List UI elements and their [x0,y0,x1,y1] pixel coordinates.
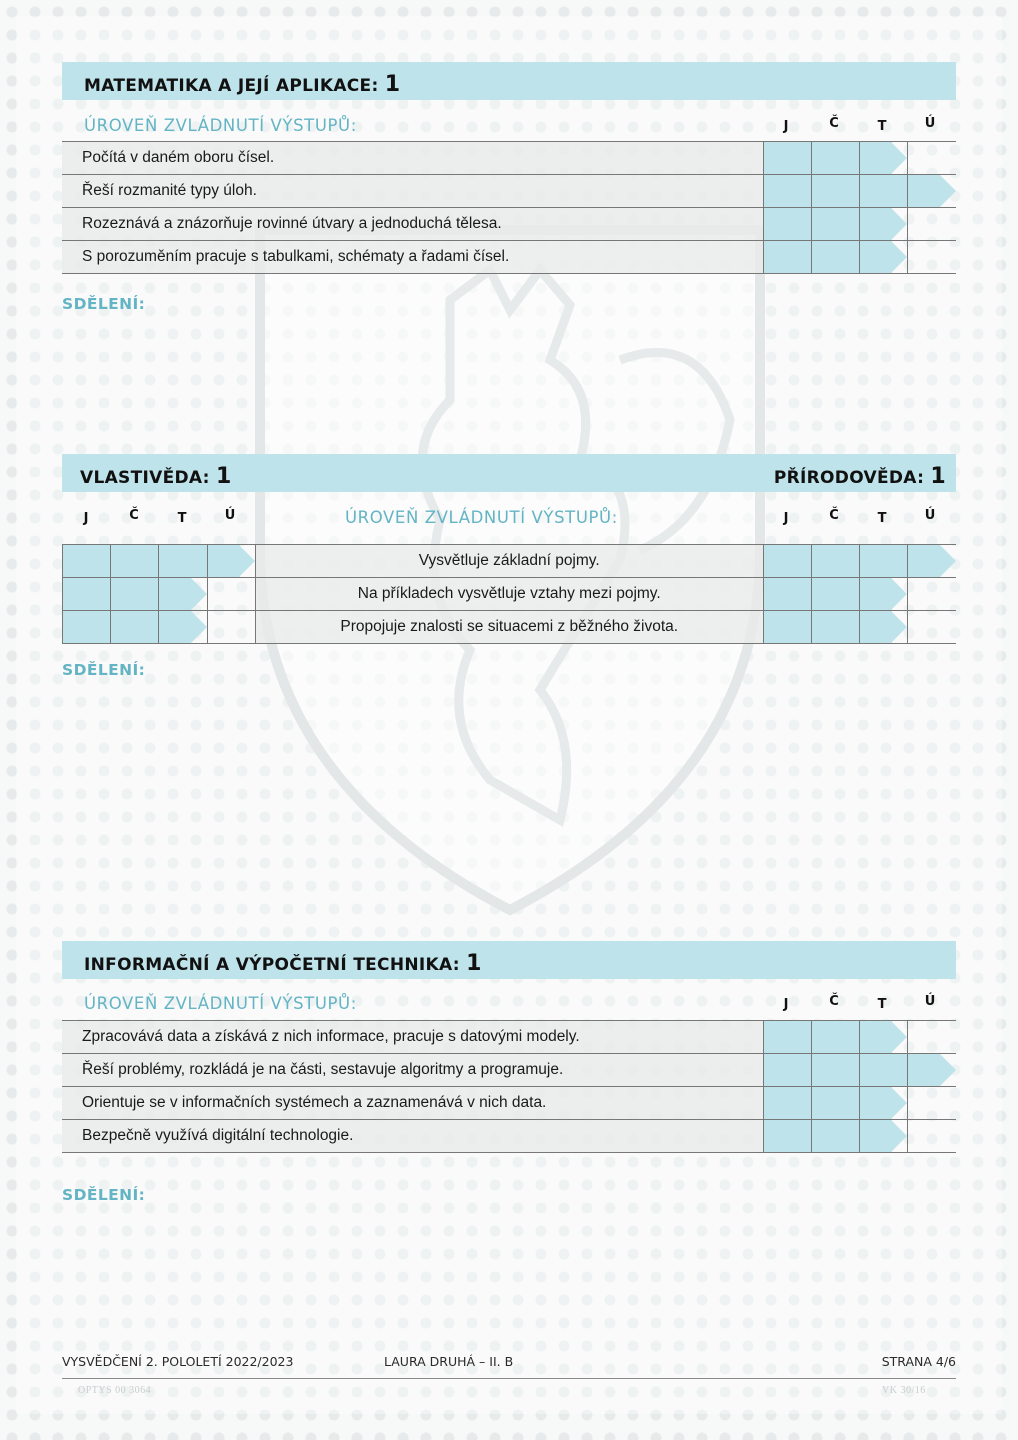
vlastiveda-row-0-level-fill [208,545,240,577]
table-row [62,1054,956,1087]
prirodoveda-row-1-cell-j [763,578,811,611]
it-row-3-cell-j [763,1120,811,1153]
table-row [63,578,957,611]
vlastiveda-title [80,464,232,489]
it-row-1-level-fill [908,1054,940,1086]
math-row-3-cell-j [763,241,811,274]
it-row-1-level-arrow [940,1054,956,1086]
outcome-text: Vysvětluje základní pojmy. [255,545,763,578]
prirodoveda-row-2-cell-c [811,611,859,644]
science-table [62,544,956,644]
it-note-label: SDĚLENÍ: [62,1186,146,1204]
table-row [62,241,956,274]
math-row-1-level-arrow [940,175,956,207]
prirodoveda-row-2-level-arrow [891,611,907,643]
table-row [62,208,956,241]
table-row [63,545,957,578]
vlastiveda-row-2-cell-t [159,611,207,644]
vlastiveda-row-0-level-arrow [239,545,255,577]
vlastiveda-row-1-level-arrow [191,578,207,610]
prirodoveda-title [774,464,946,489]
it-row-2-level-arrow [891,1087,907,1119]
outcome-text: Zpracovává data a získává z nich informace, pracuje s datovými modely. [62,1021,763,1054]
left-col-c: Č [129,508,139,523]
math-row-0-cell-j [763,142,811,175]
math-row-1-cell-u [908,175,956,208]
prirodoveda-row-1-level-arrow [891,578,907,610]
prirodoveda-row-1-cell-c [811,578,859,611]
vlastiveda-row-0-cell-c [111,545,159,578]
outcome-text: Rozeznává a znázorňuje rovinné útvary a jednoduchá tělesa. [62,208,763,241]
science-subtitle: ÚROVEŇ ZVLÁDNUTÍ VÝSTUPŮ: [345,508,618,527]
math-row-2-cell-t [860,208,908,241]
math-row-3-cell-u [908,241,956,274]
math-row-2-level-fill [860,208,892,240]
it-row-3-cell-t [860,1120,908,1153]
it-col-j: J [783,997,789,1012]
math-col-j: J [783,119,789,134]
prirodoveda-row-0-level-arrow [940,545,956,577]
outcome-text: Na příkladech vysvětluje vztahy mezi pojmy. [255,578,763,611]
vlastiveda-row-0-cell-j [63,545,111,578]
prirodoveda-row-2-cell-j [763,611,811,644]
it-row-1-cell-t [860,1054,908,1087]
prirodoveda-row-2-cell-t [860,611,908,644]
table-row [62,1021,956,1054]
it-subtitle: ÚROVEŇ ZVLÁDNUTÍ VÝSTUPŮ: [84,994,357,1013]
prirodoveda-row-1-level-fill [860,578,892,610]
serial-left: OPTYS 00 3064 [78,1385,152,1396]
vlastiveda-row-1-cell-t [159,578,207,611]
it-title-band [62,941,956,979]
outcome-text: S porozuměním pracuje s tabulkami, schématy a řadami čísel. [62,241,763,274]
footer-certificate: VYSVĚDČENÍ 2. POLOLETÍ 2022/2023 [62,1354,294,1369]
math-row-0-level-arrow [891,142,907,174]
table-row [62,142,956,175]
it-col-c: Č [829,994,839,1009]
table-row [62,1087,956,1120]
outcome-text: Propojuje znalosti se situacemi z běžného života. [255,611,763,644]
it-row-2-level-fill [860,1087,892,1119]
it-col-t: T [877,997,887,1012]
math-row-2-cell-u [908,208,956,241]
prirodoveda-grade: 1 [930,464,946,489]
prirodoveda-row-0-cell-c [811,545,859,578]
science-title-band [62,454,956,492]
science-note-label: SDĚLENÍ: [62,661,146,679]
table-row [62,1120,956,1153]
it-row-2-cell-c [811,1087,859,1120]
vlastiveda-title-text: VLASTIVĚDA: [80,468,210,488]
it-row-2-cell-j [763,1087,811,1120]
right-col-u: Ú [924,508,936,523]
it-row-1-cell-u [908,1054,956,1087]
math-row-3-level-fill [860,241,892,273]
math-col-u: Ú [924,116,936,131]
math-row-2-cell-c [811,208,859,241]
prirodoveda-row-0-level-fill [908,545,940,577]
outcome-text: Řeší problémy, rozkládá je na části, sestavuje algoritmy a programuje. [62,1054,763,1087]
math-col-c: Č [829,116,839,131]
vlastiveda-row-0-cell-t [159,545,207,578]
math-table [62,141,956,274]
prirodoveda-title-text: PŘÍRODOVĚDA: [773,468,925,488]
math-row-0-cell-c [811,142,859,175]
math-row-1-level-fill [908,175,940,207]
math-row-0-level-fill [860,142,892,174]
outcome-text: Orientuje se v informačních systémech a zaznamenává v nich data. [62,1087,763,1120]
it-row-0-cell-c [811,1021,859,1054]
prirodoveda-row-2-level-fill [860,611,892,643]
vlastiveda-grade: 1 [215,464,232,489]
table-row [62,175,956,208]
it-row-0-cell-j [763,1021,811,1054]
table-row [63,611,957,644]
math-row-1-cell-j [763,175,811,208]
it-title-text: INFORMAČNÍ A VÝPOČETNÍ TECHNIKA: [84,955,460,975]
math-title-text: MATEMATIKA A JEJÍ APLIKACE: [84,76,379,96]
math-row-2-cell-j [763,208,811,241]
prirodoveda-row-0-cell-j [763,545,811,578]
left-col-j: J [83,511,89,526]
footer-student: LAURA DRUHÁ – II. B [384,1354,514,1369]
it-row-0-level-arrow [891,1021,907,1053]
math-row-3-level-arrow [891,241,907,273]
vlastiveda-row-1-cell-j [63,578,111,611]
vlastiveda-row-2-cell-c [111,611,159,644]
it-row-3-cell-c [811,1120,859,1153]
math-grade: 1 [384,72,401,97]
vlastiveda-row-2-cell-j [63,611,111,644]
it-row-3-level-fill [860,1120,892,1152]
it-row-3-level-arrow [891,1120,907,1152]
prirodoveda-row-0-cell-u [908,545,956,578]
math-row-1-cell-t [860,175,908,208]
it-grade: 1 [466,951,482,976]
math-row-1-cell-c [811,175,859,208]
prirodoveda-row-2-cell-u [908,611,956,644]
math-col-t: T [877,119,887,134]
prirodoveda-row-1-cell-t [860,578,908,611]
it-row-0-cell-u [908,1021,956,1054]
vlastiveda-row-2-level-fill [159,611,191,643]
it-row-0-cell-t [860,1021,908,1054]
math-row-2-level-arrow [891,208,907,240]
outcome-text: Bezpečně využívá digitální technologie. [62,1120,763,1153]
vlastiveda-row-2-cell-u [207,611,255,644]
math-row-3-cell-c [811,241,859,274]
vlastiveda-row-2-level-arrow [191,611,207,643]
it-title [84,951,482,976]
right-col-c: Č [829,508,839,523]
math-row-3-cell-t [860,241,908,274]
footer-page: STRANA 4/6 [881,1354,956,1369]
serial-right: VK 30/16 [882,1385,926,1396]
prirodoveda-row-0-cell-t [860,545,908,578]
right-col-t: T [877,511,887,526]
math-row-0-cell-t [860,142,908,175]
vlastiveda-row-1-level-fill [159,578,191,610]
left-col-u: Ú [224,508,236,523]
vlastiveda-row-1-cell-c [111,578,159,611]
math-title-band [62,62,956,100]
prirodoveda-row-1-cell-u [908,578,956,611]
left-col-t: T [177,511,187,526]
it-table [62,1020,956,1153]
footer-divider [62,1378,956,1379]
it-row-3-cell-u [908,1120,956,1153]
math-subtitle: ÚROVEŇ ZVLÁDNUTÍ VÝSTUPŮ: [84,116,357,135]
math-title [84,72,400,97]
it-row-1-cell-j [763,1054,811,1087]
vlastiveda-row-1-cell-u [207,578,255,611]
math-note-label: SDĚLENÍ: [62,295,146,313]
it-row-0-level-fill [860,1021,892,1053]
right-col-j: J [783,511,789,526]
outcome-text: Řeší rozmanité typy úloh. [62,175,763,208]
it-col-u: Ú [924,994,936,1009]
it-row-1-cell-c [811,1054,859,1087]
vlastiveda-row-0-cell-u [207,545,255,578]
math-row-0-cell-u [908,142,956,175]
it-row-2-cell-u [908,1087,956,1120]
outcome-text: Počítá v daném oboru čísel. [62,142,763,175]
it-row-2-cell-t [860,1087,908,1120]
